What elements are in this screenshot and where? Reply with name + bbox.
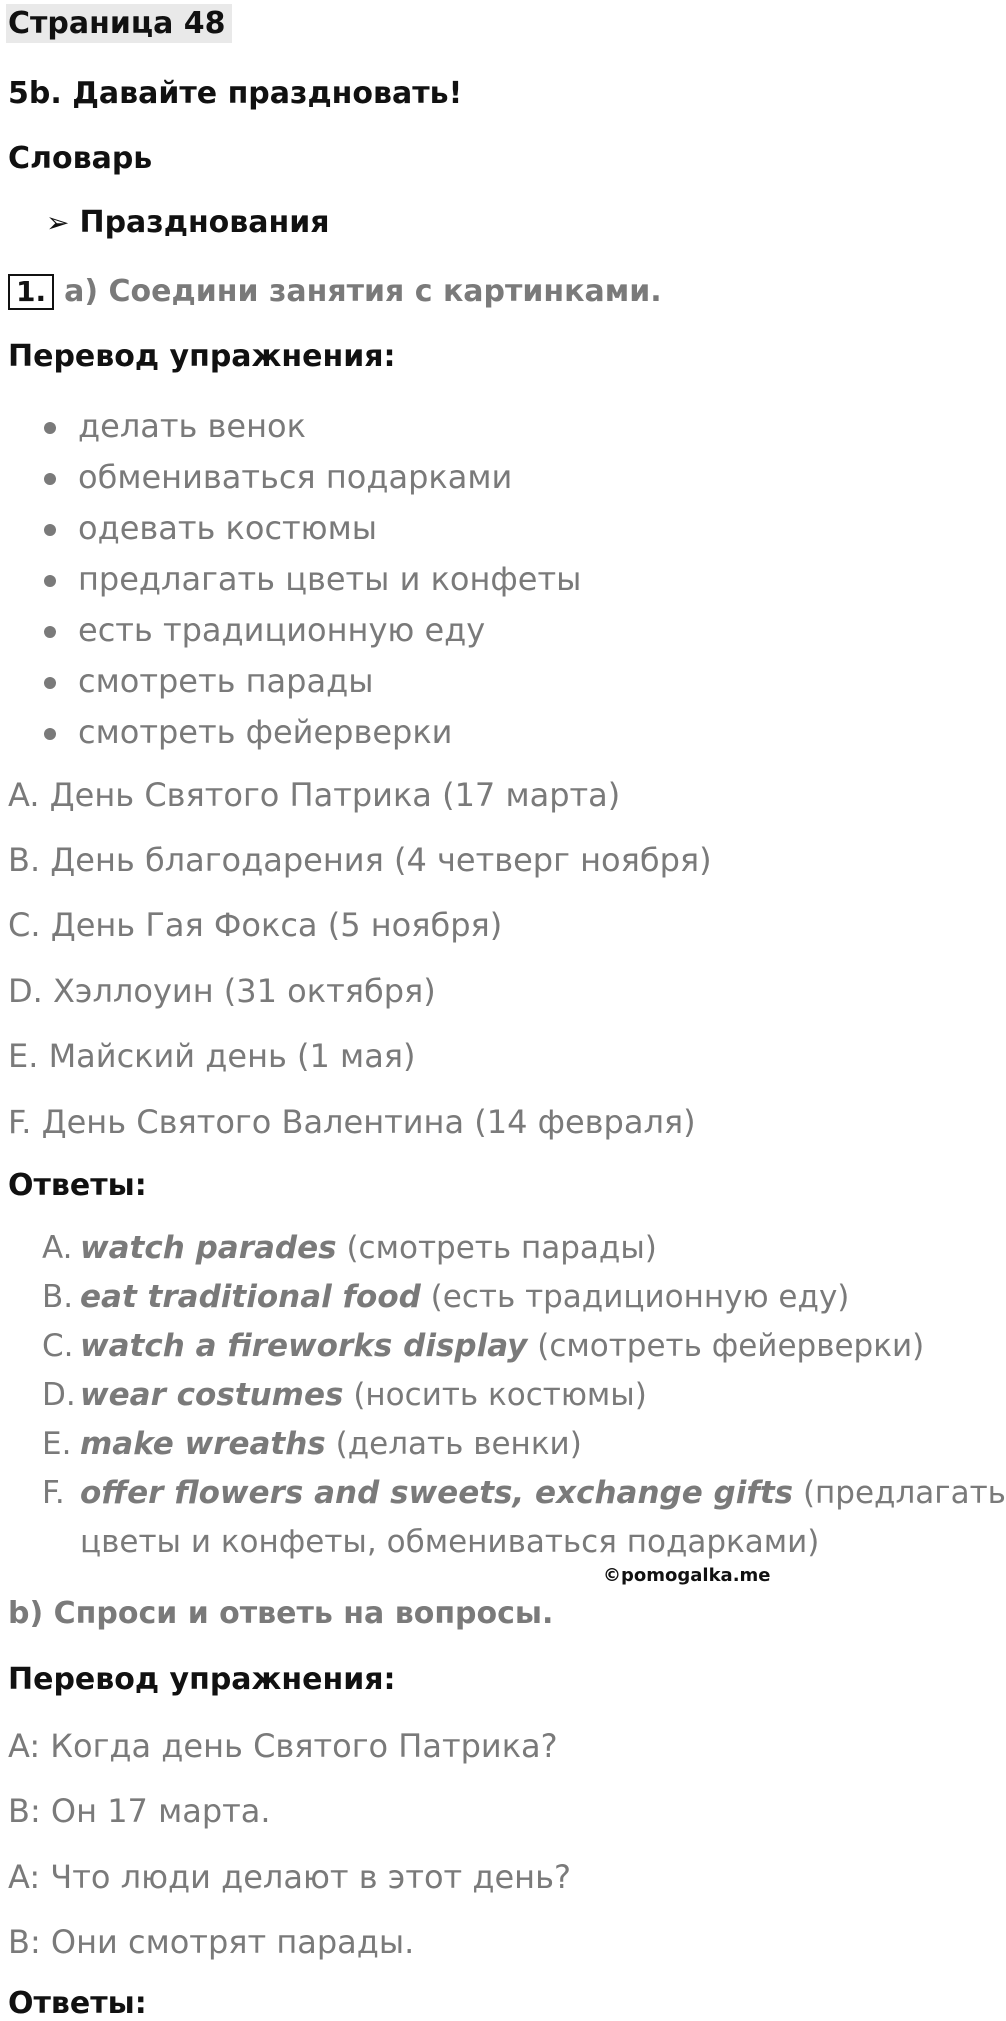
arrow-bullet-icon: ➢ — [46, 206, 70, 239]
exercise-1b-task: b) Спроси и ответь на вопросы. — [8, 1596, 554, 1631]
exercise-number: 1. — [8, 274, 54, 310]
dialogue-line: A: Когда день Святого Патрика? — [8, 1727, 558, 1765]
holiday-item: B. День благодарения (4 четверг ноября) — [8, 841, 712, 879]
watermark: ©pomogalka.me — [603, 1565, 771, 1586]
exercise-task: a) Соедини занятия с картинками. — [64, 274, 662, 309]
bullet-icon — [44, 473, 56, 485]
list-item: есть традиционную еду — [38, 605, 581, 656]
answer-row: F. offer flowers and sweets, exchange gifts (предлагать — [42, 1475, 1006, 1511]
bullet-icon — [44, 575, 56, 587]
bullet-icon — [44, 422, 56, 434]
answer-row: D. wear costumes (носить костюмы) — [42, 1377, 647, 1413]
bullet-icon — [44, 626, 56, 638]
page-title: Страница 48 — [6, 4, 232, 43]
answers-heading-b: Ответы: — [8, 1986, 147, 2021]
bullet-icon — [44, 728, 56, 740]
list-item: смотреть парады — [38, 656, 581, 707]
list-item: обмениваться подарками — [38, 452, 581, 503]
list-item: делать венок — [38, 401, 581, 452]
holiday-item: C. День Гая Фокса (5 ноября) — [8, 906, 503, 944]
list-item: предлагать цветы и конфеты — [38, 554, 581, 605]
dialogue-line: A: Что люди делают в этот день? — [8, 1858, 571, 1896]
topic-heading — [46, 205, 330, 240]
holiday-item: E. Майский день (1 мая) — [8, 1037, 416, 1075]
topic-label: Празднования — [79, 205, 330, 240]
holiday-item: D. Хэллоуин (31 октября) — [8, 972, 436, 1010]
answer-row: B. eat traditional food (есть традиционную еду) — [42, 1279, 850, 1315]
answer-row-continuation: цветы и конфеты, обмениваться подарками) — [80, 1524, 820, 1560]
holiday-item: F. День Святого Валентина (14 февраля) — [8, 1103, 696, 1141]
list-item: одевать костюмы — [38, 503, 581, 554]
bullet-icon — [44, 677, 56, 689]
answer-row: E. make wreaths (делать венки) — [42, 1426, 582, 1462]
dialogue-line: B: Они смотрят парады. — [8, 1923, 415, 1961]
answer-row: C. watch a fireworks display (смотреть фейерверки) — [42, 1328, 925, 1364]
dialogue-line: B: Он 17 марта. — [8, 1792, 271, 1830]
translation-heading-b: Перевод упражнения: — [8, 1662, 396, 1697]
answers-heading: Ответы: — [8, 1168, 147, 1203]
exercise-1-task — [8, 274, 662, 310]
vocab-heading: Словарь — [8, 141, 153, 176]
lesson-title: 5b. Давайте праздновать! — [8, 76, 463, 111]
bullet-icon — [44, 524, 56, 536]
answer-row: A. watch parades (смотреть парады) — [42, 1230, 657, 1266]
translation-heading: Перевод упражнения: — [8, 339, 396, 374]
activity-list — [38, 401, 581, 758]
holiday-item: A. День Святого Патрика (17 марта) — [8, 776, 621, 814]
list-item: смотреть фейерверки — [38, 707, 581, 758]
